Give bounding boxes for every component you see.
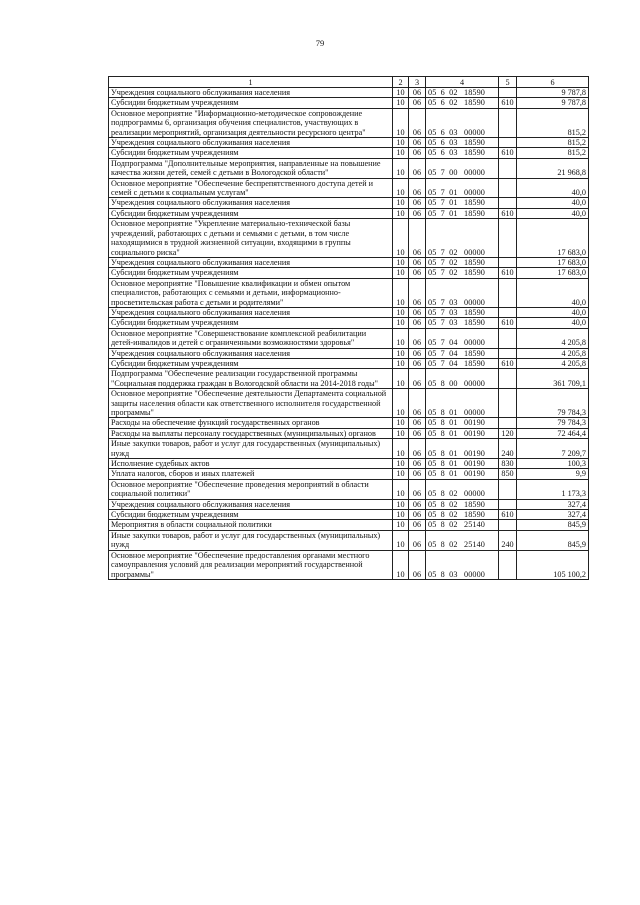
row-section: 10	[393, 257, 409, 267]
row-expense-type: 610	[499, 510, 517, 520]
row-target-article: 05 6 03 00000	[426, 108, 499, 137]
row-section: 10	[393, 318, 409, 328]
row-target-article: 05 8 01 00190	[426, 428, 499, 438]
row-subsection: 06	[409, 389, 426, 418]
row-amount: 1 173,3	[517, 479, 589, 499]
table-row	[109, 88, 589, 98]
row-subsection: 06	[409, 499, 426, 509]
row-amount: 79 784,3	[517, 418, 589, 428]
row-amount: 815,2	[517, 148, 589, 158]
row-expense-type: 610	[499, 208, 517, 218]
row-subsection: 06	[409, 348, 426, 358]
table-row	[109, 439, 589, 459]
table-row	[109, 148, 589, 158]
row-section: 10	[393, 520, 409, 530]
row-target-article: 05 8 02 25140	[426, 530, 499, 550]
row-target-article: 05 8 03 00000	[426, 550, 499, 579]
row-section: 10	[393, 499, 409, 509]
row-name: Учреждения социального обслуживания населения	[109, 138, 393, 148]
row-name: Исполнение судебных актов	[109, 459, 393, 469]
row-name: Иные закупки товаров, работ и услуг для государственных (муниципальных) нужд	[109, 530, 393, 550]
row-target-article: 05 8 02 18590	[426, 510, 499, 520]
row-target-article: 05 7 04 18590	[426, 348, 499, 358]
row-target-article: 05 6 03 18590	[426, 138, 499, 148]
table-row	[109, 138, 589, 148]
table-row	[109, 348, 589, 358]
table-row	[109, 479, 589, 499]
row-subsection: 06	[409, 268, 426, 278]
row-section: 10	[393, 510, 409, 520]
row-section: 10	[393, 108, 409, 137]
row-subsection: 06	[409, 550, 426, 579]
row-expense-type	[499, 328, 517, 348]
row-target-article: 05 8 01 00190	[426, 418, 499, 428]
row-target-article: 05 8 01 00000	[426, 389, 499, 418]
table-row	[109, 198, 589, 208]
row-expense-type: 610	[499, 318, 517, 328]
row-expense-type	[499, 198, 517, 208]
table-body	[109, 88, 589, 580]
row-section: 10	[393, 219, 409, 258]
table-row	[109, 389, 589, 418]
table-row	[109, 178, 589, 198]
row-target-article: 05 7 03 18590	[426, 307, 499, 317]
row-target-article: 05 8 02 25140	[426, 520, 499, 530]
row-subsection: 06	[409, 469, 426, 479]
row-subsection: 06	[409, 148, 426, 158]
row-subsection: 06	[409, 418, 426, 428]
row-section: 10	[393, 268, 409, 278]
row-target-article: 05 7 03 00000	[426, 278, 499, 307]
row-expense-type	[499, 499, 517, 509]
row-subsection: 06	[409, 98, 426, 108]
row-target-article: 05 6 03 18590	[426, 148, 499, 158]
row-subsection: 06	[409, 208, 426, 218]
row-subsection: 06	[409, 428, 426, 438]
table-row	[109, 307, 589, 317]
table-row	[109, 530, 589, 550]
row-amount: 79 784,3	[517, 389, 589, 418]
row-section: 10	[393, 138, 409, 148]
row-target-article: 05 8 02 00000	[426, 479, 499, 499]
row-amount: 40,0	[517, 307, 589, 317]
row-name: Основное мероприятие "Повышение квалификации и обмен опытом специалистов, работающих с семьями и детьми, информационно-просветительская работа с детьми и родителями"	[109, 278, 393, 307]
row-amount: 327,4	[517, 499, 589, 509]
table-row	[109, 158, 589, 178]
row-name: Учреждения социального обслуживания населения	[109, 198, 393, 208]
row-amount: 40,0	[517, 198, 589, 208]
header-col-4: 4	[426, 77, 499, 88]
row-name: Иные закупки товаров, работ и услуг для государственных (муниципальных) нужд	[109, 439, 393, 459]
row-section: 10	[393, 479, 409, 499]
row-subsection: 06	[409, 198, 426, 208]
row-amount: 21 968,8	[517, 158, 589, 178]
row-subsection: 06	[409, 530, 426, 550]
row-name: Учреждения социального обслуживания населения	[109, 257, 393, 267]
row-subsection: 06	[409, 459, 426, 469]
row-name: Учреждения социального обслуживания населения	[109, 88, 393, 98]
row-section: 10	[393, 158, 409, 178]
row-expense-type	[499, 158, 517, 178]
header-col-3: 3	[409, 77, 426, 88]
row-subsection: 06	[409, 219, 426, 258]
row-target-article: 05 7 04 00000	[426, 328, 499, 348]
row-amount: 9 787,8	[517, 88, 589, 98]
row-expense-type	[499, 178, 517, 198]
row-target-article: 05 7 01 18590	[426, 198, 499, 208]
row-target-article: 05 8 00 00000	[426, 369, 499, 389]
row-amount: 105 100,2	[517, 550, 589, 579]
row-expense-type: 610	[499, 148, 517, 158]
row-target-article: 05 6 02 18590	[426, 88, 499, 98]
row-expense-type	[499, 307, 517, 317]
row-expense-type	[499, 520, 517, 530]
row-amount: 815,2	[517, 138, 589, 148]
row-name: Субсидии бюджетным учреждениям	[109, 98, 393, 108]
row-name: Субсидии бюджетным учреждениям	[109, 208, 393, 218]
row-amount: 72 464,4	[517, 428, 589, 438]
row-section: 10	[393, 178, 409, 198]
row-amount: 7 209,7	[517, 439, 589, 459]
table-row	[109, 550, 589, 579]
row-expense-type: 120	[499, 428, 517, 438]
row-amount: 361 709,1	[517, 369, 589, 389]
row-subsection: 06	[409, 88, 426, 98]
row-expense-type: 240	[499, 439, 517, 459]
table-row	[109, 318, 589, 328]
row-name: Подпрограмма "Дополнительные мероприятия, направленные на повышение качества жизни детей, семей с детьми в Вологодской области"	[109, 158, 393, 178]
table-row	[109, 278, 589, 307]
row-amount: 845,9	[517, 520, 589, 530]
row-expense-type	[499, 278, 517, 307]
row-section: 10	[393, 307, 409, 317]
row-target-article: 05 8 01 00190	[426, 469, 499, 479]
row-target-article: 05 7 00 00000	[426, 158, 499, 178]
row-amount: 100,3	[517, 459, 589, 469]
row-amount: 17 683,0	[517, 268, 589, 278]
row-subsection: 06	[409, 318, 426, 328]
row-amount: 17 683,0	[517, 257, 589, 267]
row-section: 10	[393, 530, 409, 550]
row-section: 10	[393, 469, 409, 479]
row-expense-type	[499, 479, 517, 499]
row-expense-type	[499, 389, 517, 418]
row-section: 10	[393, 358, 409, 368]
row-amount: 40,0	[517, 318, 589, 328]
row-expense-type: 830	[499, 459, 517, 469]
row-name: Уплата налогов, сборов и иных платежей	[109, 469, 393, 479]
table-row	[109, 108, 589, 137]
row-section: 10	[393, 459, 409, 469]
row-amount: 327,4	[517, 510, 589, 520]
table-row	[109, 328, 589, 348]
row-section: 10	[393, 439, 409, 459]
row-name: Основное мероприятие "Обеспечение проведения мероприятий в области социальной политики"	[109, 479, 393, 499]
row-name: Субсидии бюджетным учреждениям	[109, 510, 393, 520]
row-amount: 4 205,8	[517, 358, 589, 368]
row-expense-type	[499, 88, 517, 98]
row-name: Основное мероприятие "Укрепление материально-технической базы учреждений, работающих с детьми и семьями с детьми, в том числе находящимися в трудной жизненной ситуации, входящими в группы социального риска"	[109, 219, 393, 258]
row-amount: 40,0	[517, 178, 589, 198]
table-row	[109, 369, 589, 389]
row-name: Основное мероприятие "Совершенствование комплексной реабилитации детей-инвалидов и детей с ограниченными возможностями здоровья"	[109, 328, 393, 348]
row-expense-type	[499, 369, 517, 389]
table-row	[109, 459, 589, 469]
table-row	[109, 219, 589, 258]
row-target-article: 05 7 01 00000	[426, 178, 499, 198]
table-row	[109, 418, 589, 428]
row-target-article: 05 7 04 18590	[426, 358, 499, 368]
row-subsection: 06	[409, 138, 426, 148]
row-amount: 40,0	[517, 208, 589, 218]
row-amount: 815,2	[517, 108, 589, 137]
row-subsection: 06	[409, 328, 426, 348]
budget-table	[108, 76, 589, 580]
row-name: Субсидии бюджетным учреждениям	[109, 318, 393, 328]
row-subsection: 06	[409, 178, 426, 198]
row-name: Учреждения социального обслуживания населения	[109, 307, 393, 317]
row-amount: 40,0	[517, 278, 589, 307]
row-subsection: 06	[409, 278, 426, 307]
row-expense-type	[499, 550, 517, 579]
table-row	[109, 510, 589, 520]
row-target-article: 05 8 01 00190	[426, 439, 499, 459]
row-target-article: 05 8 01 00190	[426, 459, 499, 469]
page-number: 79	[315, 38, 325, 48]
row-expense-type	[499, 108, 517, 137]
table-row	[109, 428, 589, 438]
header-col-2: 2	[393, 77, 409, 88]
row-name: Расходы на обеспечение функций государственных органов	[109, 418, 393, 428]
table-row	[109, 499, 589, 509]
row-section: 10	[393, 348, 409, 358]
row-name: Мероприятия в области социальной политики	[109, 520, 393, 530]
table-row	[109, 268, 589, 278]
row-subsection: 06	[409, 439, 426, 459]
row-target-article: 05 7 02 18590	[426, 257, 499, 267]
row-expense-type	[499, 418, 517, 428]
row-expense-type: 610	[499, 268, 517, 278]
row-section: 10	[393, 550, 409, 579]
row-section: 10	[393, 428, 409, 438]
row-section: 10	[393, 98, 409, 108]
row-expense-type	[499, 348, 517, 358]
table-row	[109, 98, 589, 108]
header-col-1: 1	[109, 77, 393, 88]
row-section: 10	[393, 198, 409, 208]
table-row	[109, 257, 589, 267]
row-section: 10	[393, 328, 409, 348]
row-target-article: 05 6 02 18590	[426, 98, 499, 108]
row-target-article: 05 7 03 18590	[426, 318, 499, 328]
row-subsection: 06	[409, 520, 426, 530]
row-section: 10	[393, 278, 409, 307]
row-section: 10	[393, 208, 409, 218]
row-section: 10	[393, 389, 409, 418]
row-amount: 9,9	[517, 469, 589, 479]
row-expense-type: 850	[499, 469, 517, 479]
row-name: Основное мероприятие "Обеспечение деятельности Департамента социальной защиты населения области как ответственного исполнителя государственной программы"	[109, 389, 393, 418]
row-subsection: 06	[409, 158, 426, 178]
table-row	[109, 358, 589, 368]
row-name: Основное мероприятие "Обеспечение беспрепятственного доступа детей и семей с детьми к социальным услугам"	[109, 178, 393, 198]
table-row	[109, 469, 589, 479]
row-subsection: 06	[409, 510, 426, 520]
row-target-article: 05 7 02 00000	[426, 219, 499, 258]
row-name: Основное мероприятие "Информационно-методическое сопровождение подпрограммы 6, организация обучения специалистов, участвующих в реализации мероприятий, организация деятельности ресурсного центра"	[109, 108, 393, 137]
table-row	[109, 208, 589, 218]
row-subsection: 06	[409, 358, 426, 368]
row-section: 10	[393, 148, 409, 158]
row-amount: 4 205,8	[517, 328, 589, 348]
row-name: Учреждения социального обслуживания населения	[109, 499, 393, 509]
row-section: 10	[393, 369, 409, 389]
row-name: Субсидии бюджетным учреждениям	[109, 148, 393, 158]
row-section: 10	[393, 418, 409, 428]
row-expense-type: 610	[499, 358, 517, 368]
row-amount: 17 683,0	[517, 219, 589, 258]
table-header-row	[109, 77, 589, 88]
header-col-6: 6	[517, 77, 589, 88]
row-expense-type: 610	[499, 98, 517, 108]
row-name: Субсидии бюджетным учреждениям	[109, 358, 393, 368]
row-name: Подпрограмма "Обеспечение реализации государственной программы "Социальная поддержка граждан в Вологодской области на 2014-2018 годы"	[109, 369, 393, 389]
row-name: Учреждения социального обслуживания населения	[109, 348, 393, 358]
row-name: Расходы на выплаты персоналу государственных (муниципальных) органов	[109, 428, 393, 438]
table-row	[109, 520, 589, 530]
row-target-article: 05 7 02 18590	[426, 268, 499, 278]
row-subsection: 06	[409, 257, 426, 267]
row-name: Субсидии бюджетным учреждениям	[109, 268, 393, 278]
row-amount: 9 787,8	[517, 98, 589, 108]
row-section: 10	[393, 88, 409, 98]
row-name: Основное мероприятие "Обеспечение предоставления органами местного самоуправления условий для реализации мероприятий государственной программы"	[109, 550, 393, 579]
row-expense-type: 240	[499, 530, 517, 550]
header-col-5: 5	[499, 77, 517, 88]
row-amount: 4 205,8	[517, 348, 589, 358]
row-expense-type	[499, 219, 517, 258]
row-expense-type	[499, 138, 517, 148]
row-target-article: 05 7 01 18590	[426, 208, 499, 218]
row-subsection: 06	[409, 307, 426, 317]
row-subsection: 06	[409, 369, 426, 389]
row-subsection: 06	[409, 108, 426, 137]
row-amount: 845,9	[517, 530, 589, 550]
row-expense-type	[499, 257, 517, 267]
row-subsection: 06	[409, 479, 426, 499]
row-target-article: 05 8 02 18590	[426, 499, 499, 509]
